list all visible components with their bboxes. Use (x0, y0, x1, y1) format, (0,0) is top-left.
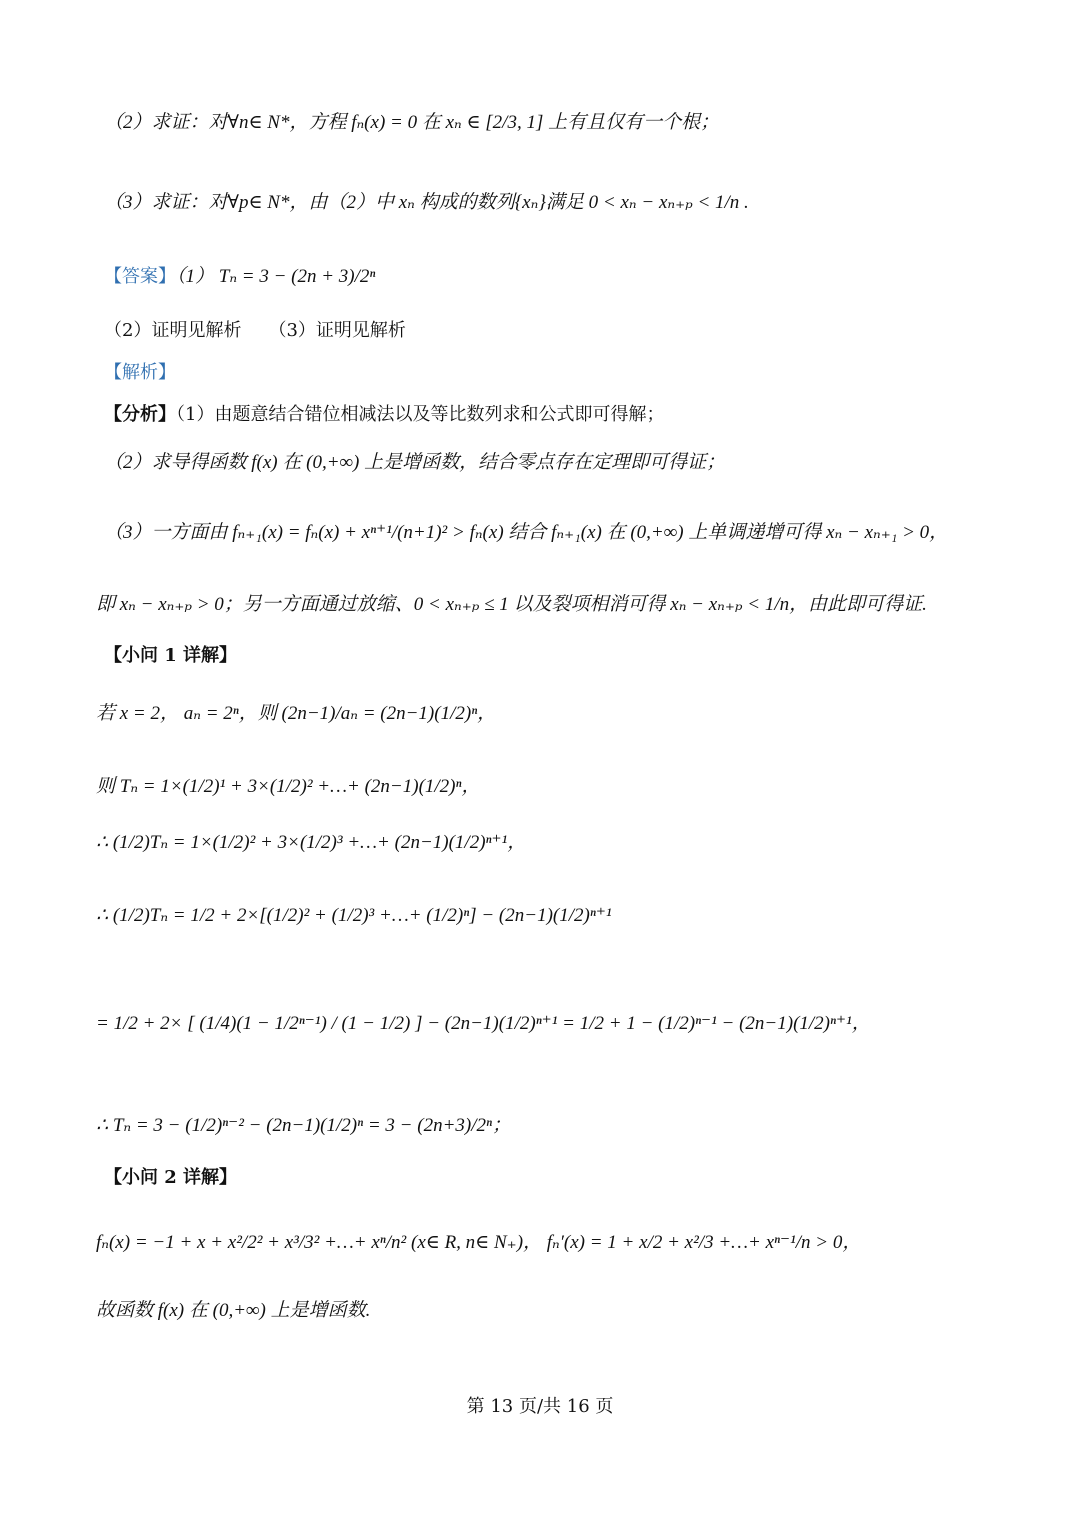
fenxi-line-1 (104, 404, 664, 426)
answer-line (104, 266, 375, 289)
sub1-e: = 1/2 + 2× [ (1/4)(1 − 1/2ⁿ⁻¹) / (1 − 1/2) ] − (2n−1)(1/2)ⁿ⁺¹ = 1/2 + 1 − (1/2)ⁿ⁻¹ − (2n−1)(1/2)ⁿ⁺¹， (96, 1013, 871, 1034)
fenxi-3: （3）一方面由 fₙ₊₁(x) = fₙ(x) + xⁿ⁺¹/(n+1)² > fₙ(x) 结合 fₙ₊₁(x) 在 (0,+∞) 上单调递增可得 xₙ − xₙ₊₁ > 0， (104, 522, 949, 543)
answer-2-3: （2）证明见解析 （3）证明见解析 (104, 320, 406, 341)
sub2-tag: 【小问 2 详解】 (104, 1167, 238, 1188)
sub1-f: ∴ Tₙ = 3 − (1/2)ⁿ⁻² − (2n−1)(1/2)ⁿ = 3 − (2n+3)/2ⁿ； (96, 1115, 511, 1136)
fenxi-tag: 【分析】 (104, 404, 176, 425)
question-3: （3）求证：对∀p∈ N*，由（2）中 xₙ 构成的数列{xₙ}满足 0 < xₙ − xₙ₊ₚ < 1/n . (104, 192, 749, 213)
fenxi-1: （1）由题意结合错位相减法以及等比数列求和公式即可得解； (176, 404, 665, 425)
sub2-a: fₙ(x) = −1 + x + x²/2² + x³/3² +…+ xⁿ/n² (x∈ R, n∈ N₊)， fₙ′(x) = 1 + x/2 + x²/3 +…+ xⁿ⁻¹/n > 0， (96, 1232, 862, 1253)
question-2: （2）求证：对∀n∈ N*，方程 fₙ(x) = 0 在 xₙ ∈ [2/3, 1] 上有且仅有一个根； (104, 112, 720, 133)
sub2-b: 故函数 f(x) 在 (0,+∞) 上是增函数. (96, 1300, 371, 1321)
answer-1: （1） Tₙ = 3 − (2n + 3)/2ⁿ (176, 266, 376, 287)
page-footer: 第 13 页/共 16 页 (466, 1396, 614, 1417)
sub1-a: 若 x = 2， aₙ = 2ⁿ，则 (2n−1)/aₙ = (2n−1)(1/2)ⁿ， (96, 703, 497, 724)
sub1-b: 则 Tₙ = 1×(1/2)¹ + 3×(1/2)² +…+ (2n−1)(1/2)ⁿ， (96, 776, 481, 797)
sub1-c: ∴ (1/2)Tₙ = 1×(1/2)² + 3×(1/2)³ +…+ (2n−1)(1/2)ⁿ⁺¹， (96, 832, 527, 853)
answer-tag: 【答案】 (104, 266, 176, 287)
fenxi-4: 即 xₙ − xₙ₊ₚ > 0；另一方面通过放缩、0 < xₙ₊ₚ ≤ 1 以及裂项相消可得 xₙ − xₙ₊ₚ < 1/n，由此即可得证. (96, 594, 927, 615)
fenxi-2: （2）求导得函数 f(x) 在 (0,+∞) 上是增函数，结合零点存在定理即可得证； (104, 452, 726, 473)
analysis-tag: 【解析】 (104, 362, 176, 383)
sub1-tag: 【小问 1 详解】 (104, 645, 238, 666)
sub1-d: ∴ (1/2)Tₙ = 1/2 + 2×[(1/2)² + (1/2)³ +…+ (1/2)ⁿ] − (2n−1)(1/2)ⁿ⁺¹ (96, 905, 612, 926)
